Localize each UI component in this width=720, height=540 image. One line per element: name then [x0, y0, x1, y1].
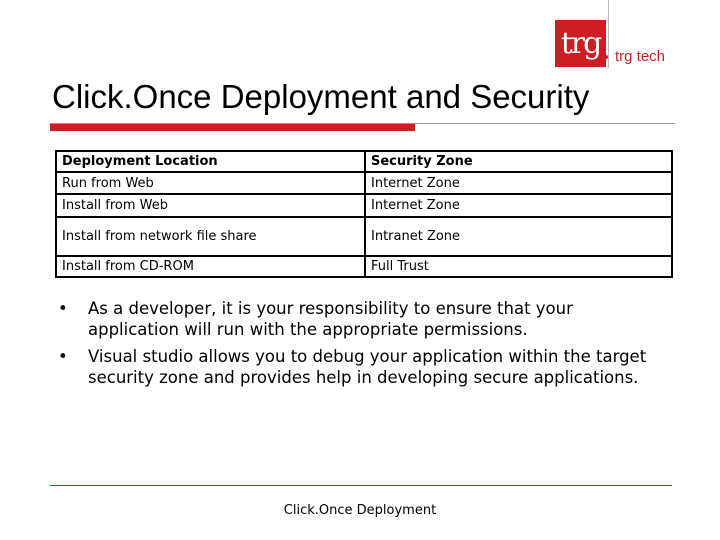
header-divider	[608, 0, 609, 68]
table-cell: Internet Zone	[365, 194, 672, 217]
bullet-text: Visual studio allows you to debug your application within the target security zone and provides help in developing secure applications.	[88, 347, 647, 387]
table-header-cell: Security Zone	[365, 151, 672, 172]
table-header-row	[56, 151, 672, 172]
deployment-zone-table	[55, 150, 673, 278]
bullet-list	[58, 298, 658, 394]
table-cell: Internet Zone	[365, 172, 672, 194]
trg-logo	[555, 20, 606, 67]
bullet-item	[58, 298, 658, 340]
table-cell: Full Trust	[365, 256, 672, 277]
logo-mark: trg	[560, 26, 601, 61]
table-row	[56, 217, 672, 256]
footer-rule	[50, 485, 672, 486]
logo-text: trg tech	[615, 48, 666, 65]
table-cell: Intranet Zone	[365, 217, 672, 256]
table-cell: Run from Web	[56, 172, 365, 194]
title-accent-bar	[50, 124, 415, 131]
table-cell: Install from Web	[56, 194, 365, 217]
table-row	[56, 172, 672, 194]
bullet-item	[58, 346, 658, 388]
table-row	[56, 194, 672, 217]
bullet-dot-icon: •	[58, 299, 68, 318]
slide-title: Click.Once Deployment and Security	[52, 78, 590, 115]
table-row	[56, 256, 672, 277]
bullet-text: As a developer, it is your responsibility to ensure that your application will run with the appropriate permissions.	[88, 299, 573, 339]
bullet-dot-icon: •	[58, 347, 68, 366]
table-header-cell: Deployment Location	[56, 151, 365, 172]
table-cell: Install from CD-ROM	[56, 256, 365, 277]
logo-dot	[604, 55, 608, 59]
slide-footer: Click.Once Deployment	[283, 503, 437, 518]
table-cell: Install from network file share	[56, 217, 365, 256]
